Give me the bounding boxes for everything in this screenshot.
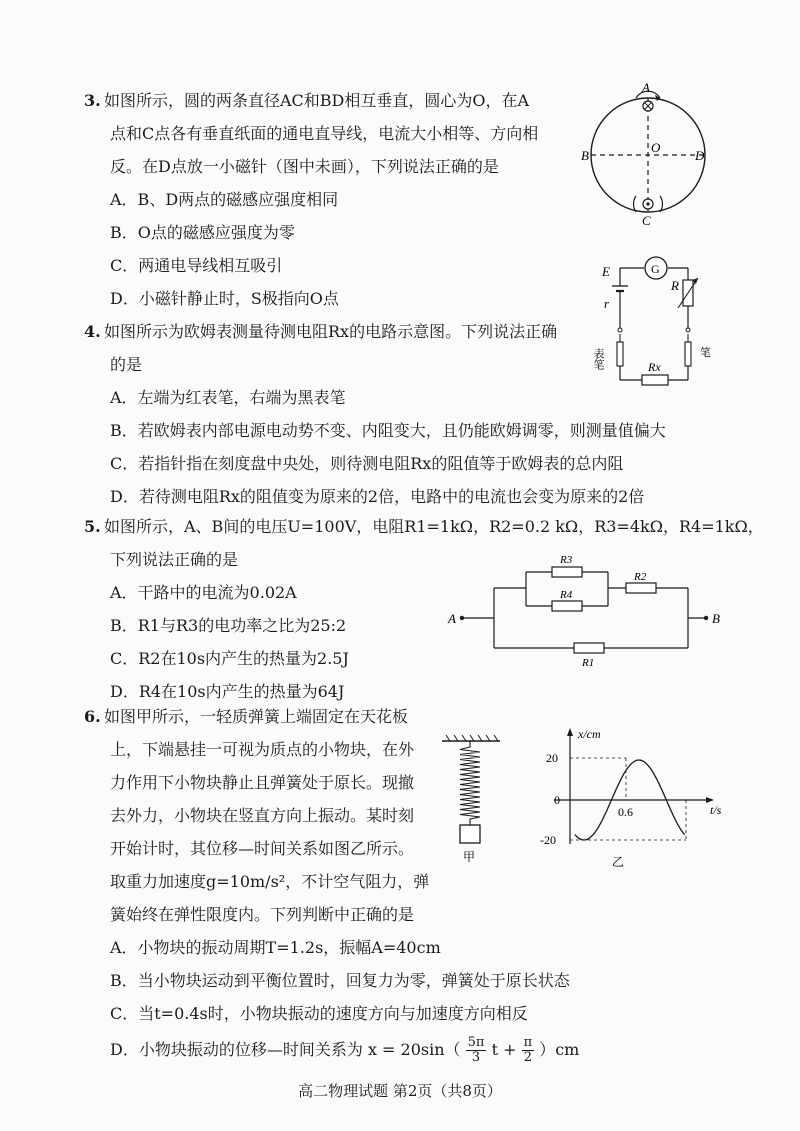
question-4-stem-1: 4. 如图所示为欧姆表测量待测电阻Rx的电路示意图。下列说法正确 [84,322,558,341]
question-6-option-b: B．当小物块运动到平衡位置时，回复力为零，弹簧处于原长状态 [110,971,570,990]
label-r2: R2 [634,571,647,583]
block [460,825,480,843]
question-3-stem-3: 反。在D点放一小磁针（图中未画），下列说法正确的是 [110,157,499,176]
resistor-r1 [574,643,604,653]
label-left-probe: 表笔 [592,348,604,370]
question-4-option-b: B．若欧姆表内部电源电动势不变、内阻变大，且仍能欧姆调零，则测量值偏大 [110,421,666,440]
question-4-stem-2: 的是 [110,355,143,374]
graph-x-tick: 0.6 [618,805,633,819]
question-3-stem-1: 3. 如图所示，圆的两条直径AC和BD相互垂直，圆心为O，在A [84,91,530,110]
formula-rhs: ）cm [539,1040,580,1059]
question-6-option-a: A．小物块的振动周期T=1.2s，振幅A=40cm [110,938,441,957]
resistor-r4 [552,601,582,611]
question-3-option-b: B．O点的磁感应强度为零 [110,223,295,242]
label-r1: R1 [582,657,595,669]
label-node-a: A [448,611,456,626]
question-4-option-a: A．左端为红表笔，右端为黑表笔 [110,388,346,407]
formula-lhs: x = 20sin（ [367,1040,461,1059]
graph-y-zero: 0 [554,793,560,807]
right-probe [685,342,691,366]
label-o: O [651,140,661,155]
question-6-stem-4: 去外力，小物块在竖直方向上振动。某时刻 [110,806,415,825]
label-r3: R3 [560,554,573,566]
question-6-stem-3: 力作用下小物块静止且弹簧处于原长。现撤 [110,773,415,792]
question-5-stem-2: 下列说法正确的是 [110,550,239,569]
spring-coil [460,741,480,825]
formula-t: t + [491,1040,517,1059]
question-6-stem-2: 上，下端悬挂一可视为质点的小物块，在外 [110,740,415,759]
label-r-small: r [604,296,610,311]
figure-circle-wires [580,78,720,228]
question-6-option-d: D．小物块振动的位移—时间关系为 x = 20sin（ $\frac{5\pi}{3}$ t + $\frac{\pi}{2}$ ）cm [110,1035,580,1065]
figure-displacement-graph [524,726,734,872]
rx-resistor [642,375,668,385]
label-fig-b: 乙 [612,855,625,869]
question-3-option-d: D．小磁针静止时，S极指向O点 [110,289,339,308]
question-5-option-a: A．干路中的电流为0.02A [110,583,297,602]
question-3-option-c: C．两通电导线相互吸引 [110,256,283,275]
label-e: E [602,264,610,279]
question-5-option-d: D．R4在10s内产生的热量为64J [110,682,345,701]
question-3-stem-2: 点和C点各有垂直纸面的通电直导线，电流大小相等、方向相 [110,124,539,143]
question-6-stem-6: 取重力加速度g=10m/s²，不计空气阻力，弹 [110,872,430,891]
label-r4: R4 [560,589,573,601]
resistor-r3 [552,567,582,577]
question-5-option-c: C．R2在10s内产生的热量为2.5J [110,649,349,668]
label-a: A [642,80,650,95]
graph-xlabel: t/s [710,803,722,817]
question-3 [84,84,584,315]
question-3-option-a: A．B、D两点的磁感应强度相同 [110,190,339,209]
figure-ohmmeter-circuit [592,252,720,392]
formula-frac-2: $\frac{\pi}{2}$ [523,1035,533,1065]
question-4-option-d: D．若待测电阻Rx的阻值变为原来的2倍，电路中的电流也会变为原来的2倍 [110,487,645,506]
figure-resistor-network [448,548,738,672]
figure-spring [436,735,510,865]
label-g: G [651,262,660,276]
resistor-r2 [626,583,656,593]
question-5-stem-1: 5. 如图所示，A、B间的电压U=100V，电阻R1=1kΩ，R2=0.2 kΩ，R3=4kΩ，R4=1kΩ， [84,517,764,536]
graph-y-bottom: -20 [540,833,556,847]
question-6-stem-7: 簧始终在弹性限度内。下列判断中正确的是 [110,905,415,924]
left-probe [617,342,623,366]
label-b: B [581,148,589,163]
label-rx: Rx [648,360,661,374]
question-6-option-c: C．当t=0.4s时，小物块振动的速度方向与加速度方向相反 [110,1004,528,1023]
formula-frac-1: $\frac{5\pi}{3}$ [467,1035,485,1065]
page-footer: 高二物理试题 第2页（共8页） [298,1082,502,1100]
label-d: D [695,148,705,163]
question-6-stem-1: 6. 如图甲所示，一轻质弹簧上端固定在天花板 [84,707,409,726]
graph-y-top: 20 [546,751,558,765]
label-right-probe: 笔 [700,347,711,359]
label-c: C [642,213,651,228]
question-4-option-c: C．若指针指在刻度盘中央处，则待测电阻Rx的阻值等于欧姆表的总内阻 [110,454,624,473]
label-node-b: B [712,611,720,626]
label-rheostat: R [671,278,679,293]
question-6-stem-5: 开始计时，其位移—时间关系如图乙所示。 [110,839,415,858]
question-5-option-b: B．R1与R3的电功率之比为25:2 [110,616,347,635]
label-fig-a: 甲 [463,850,476,864]
graph-ylabel: x/cm [578,727,601,741]
